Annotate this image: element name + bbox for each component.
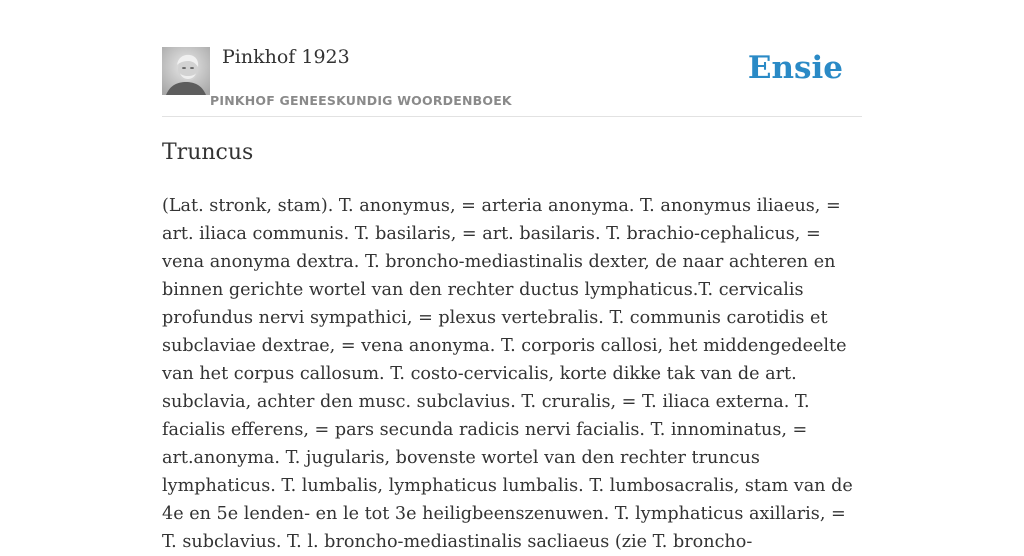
dictionary-source[interactable]: PINKHOF GENEESKUNDIG WOORDENBOEK: [210, 93, 512, 108]
portrait-image: [162, 47, 210, 95]
entry-definition: (Lat. stronk, stam). T. anonymus, = arteria anonyma. T. anonymus iliaeus, = art. iliaca communis. T. basilaris, = art. basilaris. T. brachio-cephalicus, = vena anonyma dextra. T. broncho-mediastinalis dexter, de naar achteren en binnen gerichte wortel van den rechter ductus lymphaticus.T. cervicalis profundus nervi sympathici, = plexus vertebralis. T. communis carotidis et subclaviae dextrae, = vena anonyma. T. corporis callosi, het middengedeelte van het corpus callosum. T. costo-cervicalis, korte dikke tak van de art. subclavia, achter den musc. subclavius. T. cruralis, = T. iliaca externa. T. facialis efferens, = pars secunda radicis nervi facialis. T. innominatus, = art.anonyma. T. jugularis, bovenste wortel van den rechter truncus lymphaticus. T. lumbalis, lymphaticus lumbalis. T. lumbosacralis, stam van de 4e en 5e lenden- en le tot 3e heiligbeenszenuwen. T. lymphaticus axillaris, = T. subclavius. T. l. broncho-mediastinalis sacliaeus (zie T. broncho-: [162, 196, 853, 552]
entry-header: [162, 0, 862, 117]
ensie-logo[interactable]: Ensie: [747, 50, 843, 86]
author-name[interactable]: Pinkhof 1923: [222, 46, 350, 68]
entry-title: Truncus: [162, 140, 254, 165]
author-avatar[interactable]: [162, 47, 210, 95]
